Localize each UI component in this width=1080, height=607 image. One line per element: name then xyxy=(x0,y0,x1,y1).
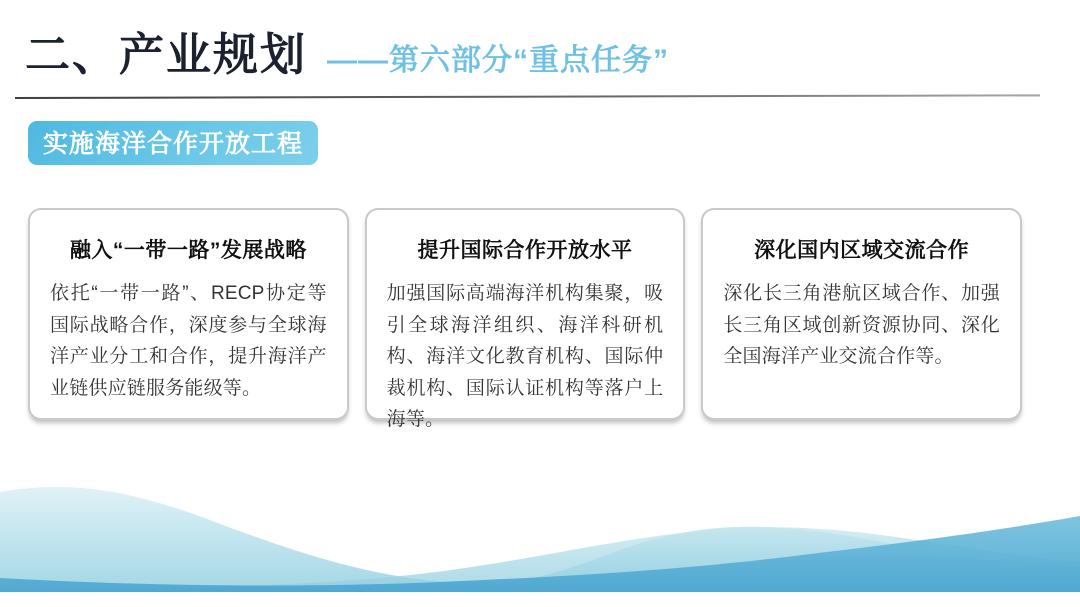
slide-header xyxy=(25,18,1060,83)
card-body: 依托“一带一路”、RECP协定等国际战略合作，深度参与全球海洋产业分工和合作，提升海洋产业链供应链服务能级等。 xyxy=(50,283,327,399)
header-divider-line xyxy=(15,94,1040,99)
card-title: 融入“一带一路”发展战略 xyxy=(69,239,307,262)
card-title: 深化国内区域交流合作 xyxy=(754,239,970,262)
card-title: 提升国际合作开放水平 xyxy=(417,239,633,262)
page-title: 二、产业规划 xyxy=(25,29,308,80)
wave-decoration xyxy=(0,480,1080,607)
card-international-cooperation xyxy=(365,208,686,431)
page-subtitle: ——第六部分“重点任务” xyxy=(327,44,670,77)
card-body: 加强国际高端海洋机构集聚，吸引全球海洋组织、海洋科研机构、海洋文化教育机构、国际仲裁机构、国际认证机构等落户上海等。 xyxy=(386,283,664,431)
card-domestic-regional-exchange xyxy=(701,208,1022,420)
card-body: 深化长三角港航区域合作、加强长三角区域创新资源协同、深化全国海洋产业交流合作等。 xyxy=(723,283,1001,368)
section-badge: 实施海洋合作开放工程 xyxy=(28,121,318,165)
card-belt-and-road xyxy=(28,208,349,420)
cards-row xyxy=(28,208,1022,431)
wave-svg xyxy=(0,480,1080,607)
